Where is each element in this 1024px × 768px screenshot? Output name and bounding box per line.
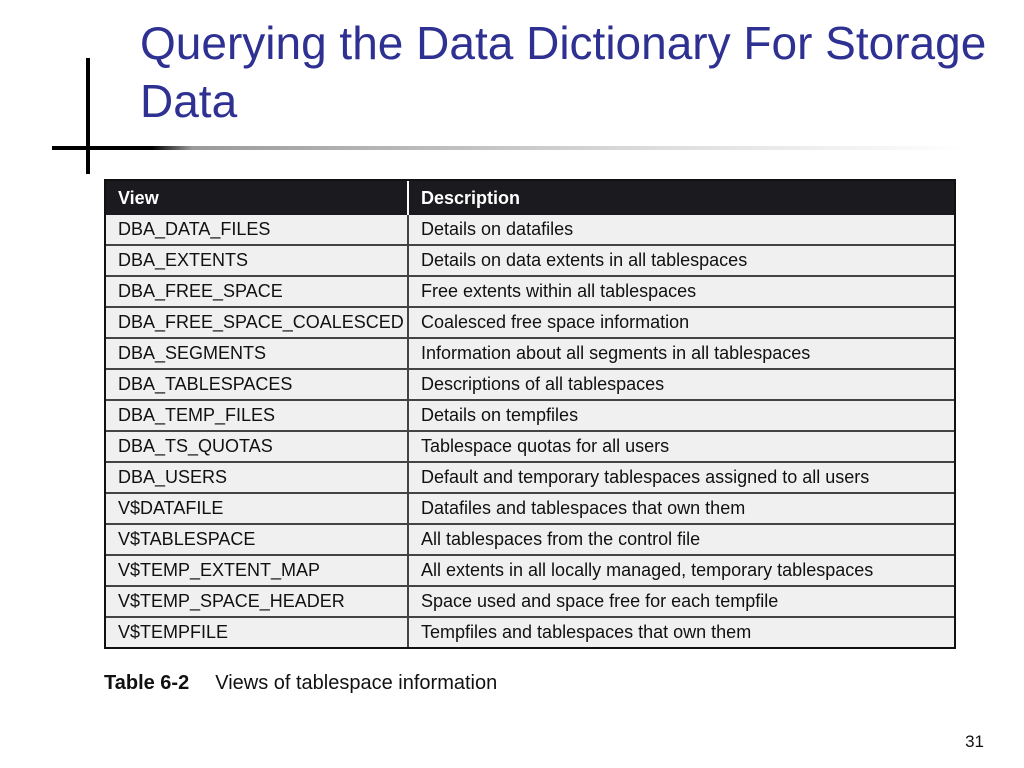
page-number: 31 bbox=[965, 732, 984, 751]
view-name-cell: DBA_TEMP_FILES bbox=[106, 400, 408, 431]
column-header-description: Description bbox=[408, 181, 954, 215]
decorative-vertical-line bbox=[86, 58, 90, 174]
column-header-view: View bbox=[106, 181, 408, 215]
table-row bbox=[106, 493, 954, 524]
description-cell: All tablespaces from the control file bbox=[408, 524, 954, 555]
view-name-cell: DBA_DATA_FILES bbox=[106, 215, 408, 245]
description-cell: Datafiles and tablespaces that own them bbox=[408, 493, 954, 524]
slide-title: Querying the Data Dictionary For Storage Data bbox=[140, 17, 987, 127]
table-row bbox=[106, 586, 954, 617]
description-cell: Free extents within all tablespaces bbox=[408, 276, 954, 307]
table-row bbox=[106, 369, 954, 400]
description-cell: Details on data extents in all tablespaces bbox=[408, 245, 954, 276]
description-cell: Details on datafiles bbox=[408, 215, 954, 245]
view-name-cell: DBA_FREE_SPACE bbox=[106, 276, 408, 307]
views-table bbox=[106, 181, 954, 647]
description-cell: Information about all segments in all tablespaces bbox=[408, 338, 954, 369]
description-cell: Default and temporary tablespaces assigned to all users bbox=[408, 462, 954, 493]
table-row bbox=[106, 400, 954, 431]
view-name-cell: V$TEMPFILE bbox=[106, 617, 408, 647]
description-cell: All extents in all locally managed, temporary tablespaces bbox=[408, 555, 954, 586]
table-row bbox=[106, 276, 954, 307]
description-cell: Space used and space free for each tempfile bbox=[408, 586, 954, 617]
table-row bbox=[106, 245, 954, 276]
table-row bbox=[106, 617, 954, 647]
table-row bbox=[106, 431, 954, 462]
table-row bbox=[106, 462, 954, 493]
table-body bbox=[106, 215, 954, 647]
description-cell: Details on tempfiles bbox=[408, 400, 954, 431]
view-name-cell: V$TEMP_SPACE_HEADER bbox=[106, 586, 408, 617]
description-cell: Tablespace quotas for all users bbox=[408, 431, 954, 462]
decorative-horizontal-line bbox=[52, 146, 964, 150]
table-header-row bbox=[106, 181, 954, 215]
view-name-cell: DBA_TS_QUOTAS bbox=[106, 431, 408, 462]
caption-label: Table 6-2 bbox=[104, 672, 190, 694]
view-name-cell: V$TABLESPACE bbox=[106, 524, 408, 555]
table-row bbox=[106, 524, 954, 555]
table-caption bbox=[104, 672, 497, 695]
description-cell: Tempfiles and tablespaces that own them bbox=[408, 617, 954, 647]
view-name-cell: DBA_FREE_SPACE_COALESCED bbox=[106, 307, 408, 338]
view-name-cell: DBA_EXTENTS bbox=[106, 245, 408, 276]
table-row bbox=[106, 338, 954, 369]
views-table-container bbox=[104, 179, 956, 649]
table-row bbox=[106, 307, 954, 338]
caption-text: Views of tablespace information bbox=[215, 672, 498, 694]
view-name-cell: DBA_TABLESPACES bbox=[106, 369, 408, 400]
view-name-cell: DBA_USERS bbox=[106, 462, 408, 493]
view-name-cell: DBA_SEGMENTS bbox=[106, 338, 408, 369]
table-row bbox=[106, 555, 954, 586]
view-name-cell: V$TEMP_EXTENT_MAP bbox=[106, 555, 408, 586]
table-row bbox=[106, 215, 954, 245]
view-name-cell: V$DATAFILE bbox=[106, 493, 408, 524]
description-cell: Coalesced free space information bbox=[408, 307, 954, 338]
description-cell: Descriptions of all tablespaces bbox=[408, 369, 954, 400]
